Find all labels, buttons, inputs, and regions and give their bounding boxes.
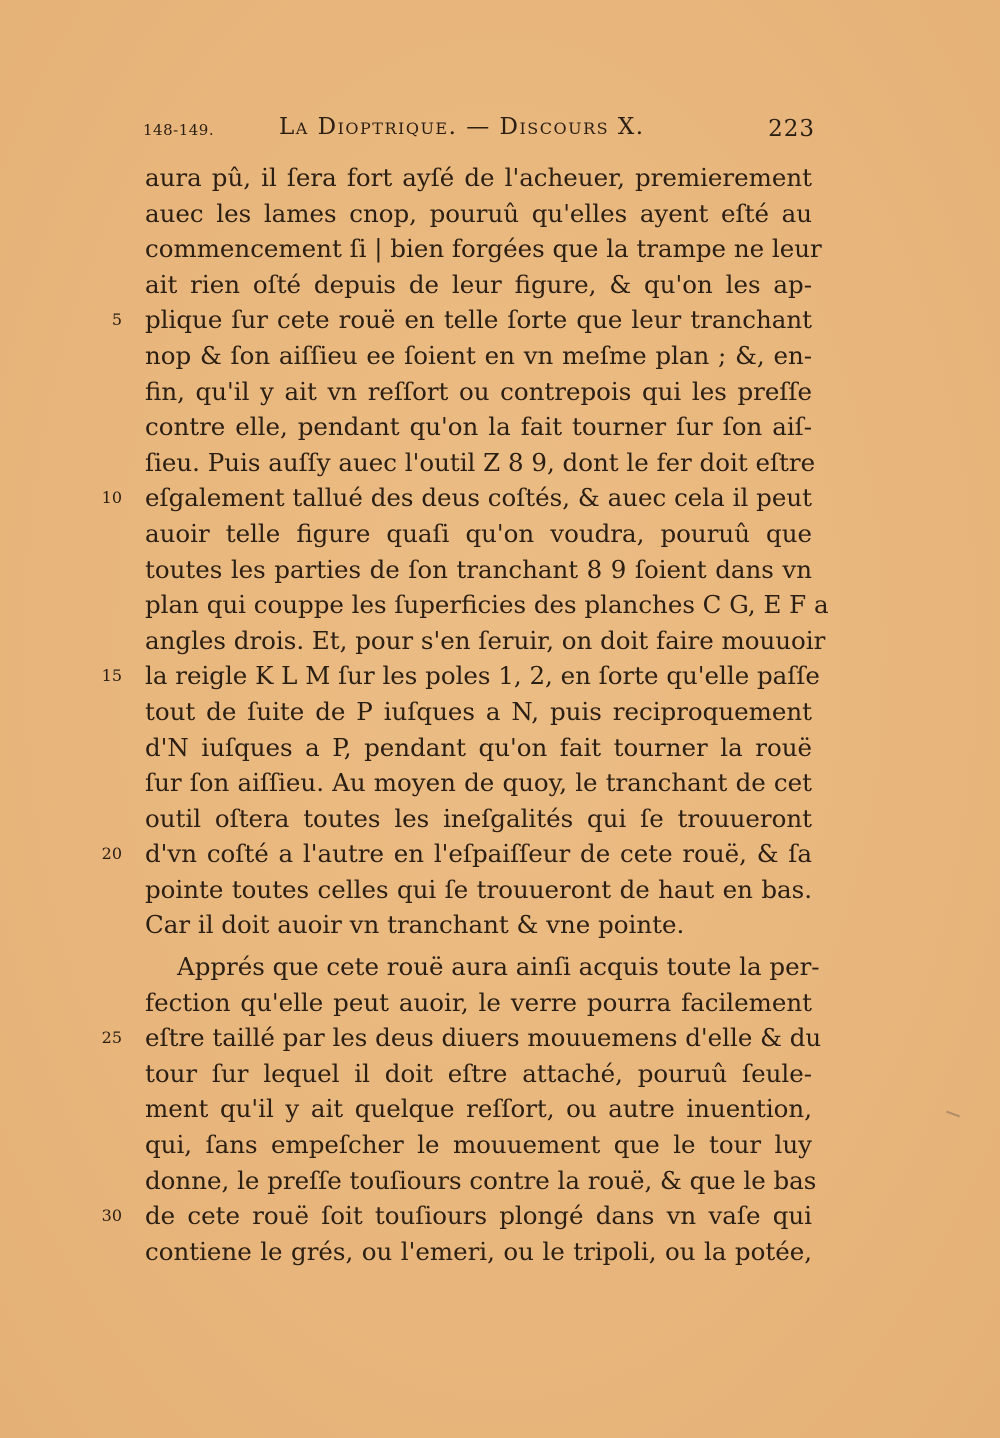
text-line xyxy=(0,374,1000,410)
text-line xyxy=(0,196,1000,232)
line-text: plan qui couppe les ſuperficies des planches C G, E F a xyxy=(145,590,829,620)
text-line xyxy=(0,480,1000,516)
text-line xyxy=(0,949,1000,985)
line-text: ait rien oſté depuis de leur figure, & qu'on les ap- xyxy=(145,269,812,299)
text-line xyxy=(0,267,1000,303)
header-title: La Dioptrique. — Discours X. xyxy=(279,114,645,140)
text-line xyxy=(0,1127,1000,1163)
line-text: fin, qu'il y ait vn reſſort ou contrepois qui les preſſe xyxy=(145,376,812,406)
line-text: la reigle K L M ſur les poles 1, 2, en ſorte qu'elle paſſe xyxy=(145,661,820,691)
line-text: auec les lames cnop, pouruû qu'elles ayent eſté au xyxy=(145,198,812,228)
text-line xyxy=(0,1234,1000,1270)
line-text: Apprés que cete rouë aura ainſi acquis toute la per- xyxy=(177,952,820,982)
text-line xyxy=(0,338,1000,374)
text-line xyxy=(0,445,1000,481)
text-line xyxy=(0,730,1000,766)
line-text: donne, le preſſe touſiours contre la rouë, & que le bas xyxy=(145,1165,817,1195)
header-page-number: 223 xyxy=(768,116,815,142)
text-line xyxy=(0,1091,1000,1127)
line-text: qui, ſans empeſcher le mouuement que le tour luy xyxy=(145,1130,812,1160)
line-text: fection qu'elle peut auoir, le verre pourra facilement xyxy=(145,987,812,1017)
text-line xyxy=(0,694,1000,730)
line-text: eſtre taillé par les deus diuers mouuemens d'elle & du xyxy=(145,1023,822,1053)
body-text xyxy=(0,160,1000,1269)
text-line xyxy=(0,1198,1000,1234)
line-number: 30 xyxy=(101,1206,122,1226)
text-line xyxy=(0,658,1000,694)
text-line xyxy=(0,1020,1000,1056)
text-line xyxy=(0,765,1000,801)
line-text: ment qu'il y ait quelque reſſort, ou autre inuention, xyxy=(145,1094,812,1124)
line-text: Car il doit auoir vn tranchant & vne pointe. xyxy=(145,910,685,940)
text-line xyxy=(0,1163,1000,1199)
header-page-range: 148-149. xyxy=(143,121,215,139)
line-text: auoir telle figure quaſi qu'on voudra, pouruû que xyxy=(145,518,812,548)
line-text: ſur ſon aiſſieu. Au moyen de quoy, le tranchant de cet xyxy=(145,768,812,798)
line-text: de cete rouë ſoit touſiours plongé dans vn vaſe qui xyxy=(145,1201,812,1231)
text-line xyxy=(0,907,1000,943)
line-number: 5 xyxy=(111,310,122,330)
line-number: 10 xyxy=(101,488,122,508)
line-text: tour ſur lequel il doit eſtre attaché, pouruû ſeule- xyxy=(145,1058,812,1088)
line-text: ſieu. Puis auſſy auec l'outil Z 8 9, dont le fer doit eſtre xyxy=(145,447,816,477)
line-text: outil oſtera toutes les ineſgalités qui ſe trouueront xyxy=(145,803,812,833)
line-text: nop & ſon aiſſieu ee ſoient en vn meſme plan ; &, en- xyxy=(145,340,812,370)
text-line xyxy=(0,231,1000,267)
text-line xyxy=(0,836,1000,872)
line-text: d'N iuſques a P, pendant qu'on fait tourner la rouë xyxy=(145,732,812,762)
line-text: aura pû, il ſera fort ayſé de l'acheuer, premierement xyxy=(145,163,812,192)
line-text: angles drois. Et, pour s'en ſeruir, on doit faire mouuoir xyxy=(145,625,826,655)
line-number: 20 xyxy=(101,844,122,864)
line-text: tout de ſuite de P iuſques a N, puis reciproquement xyxy=(145,696,812,726)
line-text: commencement ſi | bien forgées que la trampe ne leur xyxy=(145,234,822,264)
text-line xyxy=(0,302,1000,338)
text-line xyxy=(0,160,1000,196)
line-text: eſgalement tallué des deus coſtés, & auec cela il peut xyxy=(145,483,812,513)
text-line xyxy=(0,587,1000,623)
line-number: 25 xyxy=(101,1028,122,1048)
line-text: contre elle, pendant qu'on la fait tourner ſur ſon aiſ- xyxy=(145,412,812,442)
text-line xyxy=(0,801,1000,837)
line-text: contiene le grés, ou l'emeri, ou le tripoli, ou la potée, xyxy=(145,1236,812,1266)
line-text: toutes les parties de ſon tranchant 8 9 ſoient dans vn xyxy=(145,554,812,584)
text-line xyxy=(0,552,1000,588)
text-line xyxy=(0,623,1000,659)
text-line xyxy=(0,985,1000,1021)
running-header xyxy=(143,112,815,152)
line-text: d'vn coſté a l'autre en l'eſpaiſſeur de cete rouë, & ſa xyxy=(145,839,812,869)
text-line xyxy=(0,409,1000,445)
text-line xyxy=(0,872,1000,908)
text-line xyxy=(0,1056,1000,1092)
line-text: plique ſur cete rouë en telle ſorte que leur tranchant xyxy=(145,305,812,335)
line-text: pointe toutes celles qui ſe trouueront de haut en bas. xyxy=(145,874,812,904)
line-number: 15 xyxy=(101,666,122,686)
text-line xyxy=(0,516,1000,552)
